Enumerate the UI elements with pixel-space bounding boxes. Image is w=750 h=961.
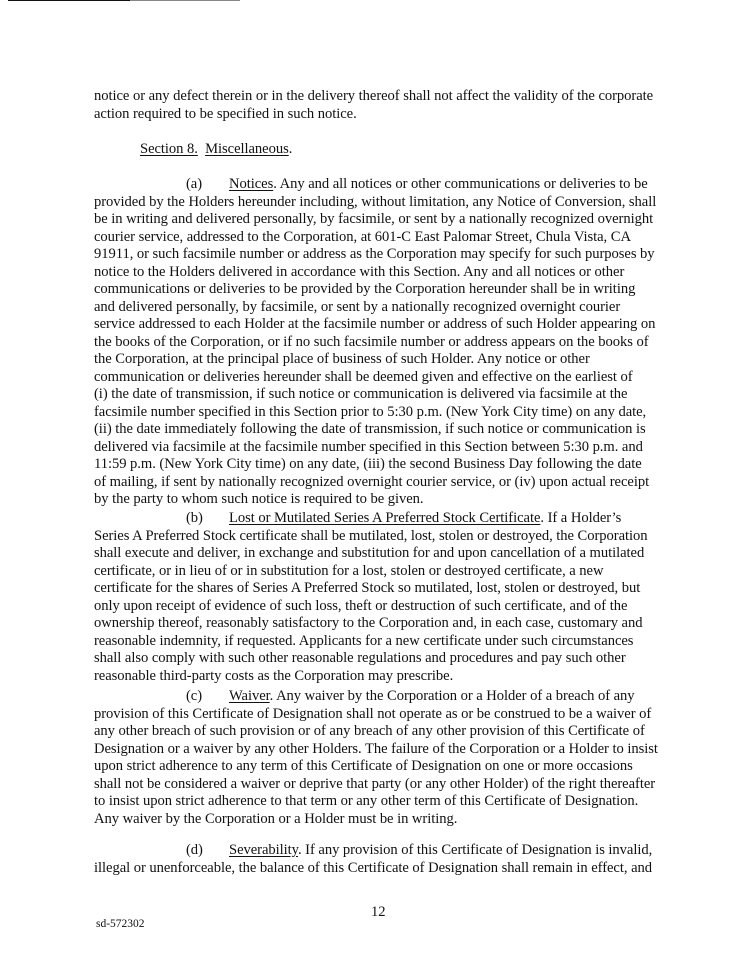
body-line: delivered via facsimile at the facsimile number specified in this Section between 5:30 p.m. and [94, 438, 643, 455]
body-line: communication or deliveries hereunder shall be deemed given and effective on the earliest of [94, 368, 633, 385]
section-label: Section 8. [140, 141, 198, 157]
body-line: provision of this Certificate of Designation shall not operate as or be construed to be a waiver of [94, 705, 652, 722]
paragraph-d-heading: (d) Severability. If any provision of this Certificate of Designation is invalid, [186, 842, 653, 858]
body-line: ownership thereof, reasonably satisfactory to the Corporation and, in each case, customary and [94, 615, 643, 631]
body-line: Designation or a waiver by any other Holders. The failure of the Corporation or a Holder to insist [94, 740, 658, 757]
body-line: shall execute and deliver, in exchange and substitution for and upon cancellation of a mutilated [94, 545, 645, 561]
body-line: reasonable third-party costs as the Corporation may prescribe. [94, 667, 454, 684]
body-line: be in writing and delivered personally, by facsimile, or sent by a nationally recognized overnight [94, 211, 654, 227]
section-title: Miscellaneous [205, 141, 289, 157]
paragraph-marker: (d) [186, 842, 203, 858]
body-line: (i) the date of transmission, if such notice or communication is delivered via facsimile at the [94, 386, 628, 402]
body-line: provided by the Holders hereunder including, without limitation, any Notice of Conversion, shall [94, 193, 657, 210]
body-line: 91911, or such facsimile number or address as the Corporation may specify for such purposes by [94, 246, 655, 262]
body-line: shall not be considered a waiver or deprive that party (or any other Holder) of the right thereafter [94, 775, 656, 792]
body-line: reasonable indemnity, if requested. Applicants for a new certificate under such circumstances [94, 632, 634, 649]
body-line: the books of the Corporation, or if no such facsimile number or address appears on the books of [94, 333, 649, 350]
paragraph-title: Notices [229, 176, 274, 192]
body-line: notice to the Holders delivered in accordance with this Section. Any and all notices or other [94, 263, 625, 280]
body-line: Series A Preferred Stock certificate shall be mutilated, lost, stolen or destroyed, the Corporation [94, 527, 648, 544]
top-rule [8, 0, 130, 1]
paragraph-a-heading: (a) Notices. Any and all notices or other communications or deliveries to be [186, 176, 648, 192]
paragraph-marker: (a) [186, 176, 203, 192]
body-line: illegal or unenforceable, the balance of this Certificate of Designation shall remain in effect, and [94, 859, 652, 876]
body-line: action required to be specified in such notice. [94, 106, 357, 122]
body-line: shall also comply with such other reasonable regulations and procedures and pay such other [94, 650, 626, 666]
body-line: and delivered personally, by facsimile, or sent by a nationally recognized overnight courier [94, 298, 621, 315]
document-id: sd-572302 [96, 918, 145, 930]
top-rule-faded [130, 0, 240, 1]
body-line: by the party to whom such notice is required to be given. [94, 491, 424, 507]
body-line: courier service, addressed to the Corporation, at 601-C East Palomar Street, Chula Vista, CA [94, 228, 631, 245]
body-line: only upon receipt of evidence of such loss, theft or destruction of such certificate, and of the [94, 597, 628, 614]
body-line: any other breach of such provision or of any breach of any other provision of this Certificate of [94, 723, 645, 739]
body-line: notice or any defect therein or in the delivery thereof shall not affect the validity of the corporate [94, 88, 654, 104]
body-line: of mailing, if sent by nationally recognized overnight courier service, or (iv) upon actual receipt [94, 473, 650, 490]
body-line: 11:59 p.m. (New York City time) on any date, (iii) the second Business Day following the date [94, 456, 642, 472]
body-line: certificate, or in lieu of or in substitution for a lost, stolen or destroyed certificate, a new [94, 562, 604, 579]
body-line: communications or deliveries to be provided by the Corporation hereunder shall be in writing [94, 281, 636, 297]
paragraph-c-heading: (c) Waiver. Any waiver by the Corporation or a Holder of a breach of any [186, 688, 635, 704]
body-line: upon strict adherence to any term of this Certificate of Designation on one or more occasions [94, 758, 633, 774]
paragraph-marker: (c) [186, 688, 203, 704]
body-line: (ii) the date immediately following the date of transmission, if such notice or communication is [94, 421, 646, 437]
body-line: service addressed to each Holder at the facsimile number or address of such Holder appearing on [94, 316, 656, 332]
body-line: Any waiver by the Corporation or a Holder must be in writing. [94, 810, 458, 827]
body-line: certificate for the shares of Series A Preferred Stock so mutilated, lost, stolen or destroyed, but [94, 580, 641, 596]
body-line: facsimile number specified in this Section prior to 5:30 p.m. (New York City time) on any date, [94, 403, 647, 420]
paragraph-b-heading: (b) Lost or Mutilated Series A Preferred Stock Certificate. If a Holder’s [186, 510, 622, 526]
page-number: 12 [371, 904, 386, 920]
body-line: the Corporation, at the principal place of business of such Holder. Any notice or other [94, 351, 590, 367]
section-heading: Section 8. Miscellaneous. [140, 141, 293, 157]
paragraph-title: Lost or Mutilated Series A Preferred Stock Certificate [229, 510, 541, 526]
body-line: to insist upon strict adherence to that term or any other term of this Certificate of Designation. [94, 793, 639, 809]
paragraph-title: Severability [229, 842, 298, 858]
paragraph-marker: (b) [186, 510, 203, 526]
paragraph-title: Waiver [229, 688, 270, 704]
